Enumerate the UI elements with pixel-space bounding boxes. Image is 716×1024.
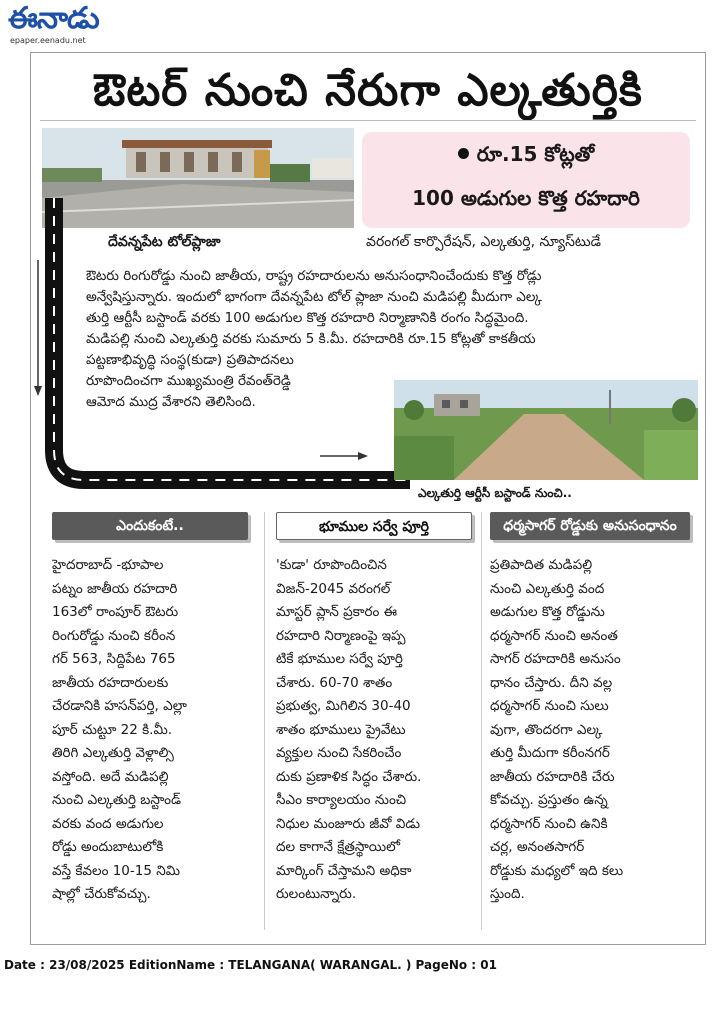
epaper-url: epaper.eenadu.net [10,36,86,45]
column-line: మార్కింగ్‌ చేస్తామని అధికా [276,862,412,879]
column-body [52,554,248,907]
headline: ఔటర్‌ నుంచి నేరుగా ఎల్కతుర్తికి [40,62,696,121]
column-line: రోడ్డుకు మధ్యలో ఇది కలు [490,862,624,879]
column-line: నుంచి ఎల్కతుర్తి వంద [490,580,605,597]
dateline: వరంగల్‌ కార్పొరేషన్‌, ఎల్కతుర్తి, న్యూస్‌టుడే [366,234,601,250]
column-line: స్తుంది. [490,886,525,902]
lede-line: మడిపల్లి నుంచి ఎల్కతుర్తి వరకు సుమారు 5 కి.మీ. రహదారికి రూ.15 కోట్లతో కాకతీయ [86,331,536,347]
subhead-cost: రూ.15 కోట్లతో [362,132,690,176]
column-line: వస్తే కేవలం 10-15 నిమి [52,862,180,879]
column-line: రోడ్డు అందుబాటులోకి [52,839,164,855]
lede-line: ఔటరు రింగురోడ్డు నుంచి జాతీయ, రాష్ట్ర రహదారులను అనుసంధానించేందుకు కొత్త రోడ్లు [86,268,542,284]
column-dharmasagar-link [490,512,690,907]
column-line: వుగా, తొందరగా ఎల్క [490,721,603,738]
column-line: రహదారి నిర్మాణంపై ఇప్ప [276,627,406,644]
column-line: శాతం భూములు ప్రైవేటు [276,721,406,738]
lede-line: ఆమోద ముద్ర వేశారని తెలిసింది. [86,394,256,410]
column-heading: ఎందుకంటే.. [52,512,248,540]
photo1-caption: దేవన్నపేట టోల్‌ప్లాజా [108,234,221,250]
column-line: వస్తోంది. అదే మడిపల్లి [52,768,169,785]
column-line: రులంటున్నారు. [276,886,357,902]
bullet-icon [458,148,469,159]
bus-stand-road-photo [394,380,698,480]
column-line: హైదరాబాద్‌ -భూపాల [52,557,164,573]
column-line: ధర్మసాగర్‌ నుంచి సులు [490,698,609,714]
column-line: జాతీయ రహదారులకు [52,674,169,691]
column-body [490,554,690,907]
column-line: నిధుల మంజూరు జీవో విడు [276,815,421,832]
column-line: ప్రభుత్వ, మిగిలిన 30-40 [276,698,411,714]
column-line: ధానం చేస్తారు. దీని వల్ల [490,674,613,691]
eenadu-logo: ఈనాడు [8,1,99,36]
column-line: ధర్మసాగర్‌ నుంచి అనంత [490,627,618,644]
column-line: గర్‌ 563, సిద్దిపేట 765 [52,651,176,667]
lede-line: రూపొందించగా ముఖ్యమంత్రి రేవంత్‌రెడ్డి [86,373,291,389]
subhead-road: 100 అడుగుల కొత్త రహదారి [412,186,640,210]
column-line: పూర్‌ చుట్టూ 22 కి.మీ. [52,721,173,738]
column-line: సీఎం కార్యాలయం నుంచి [276,792,407,808]
photo2-caption: ఎల్కతుర్తి ఆర్టీసీ బస్టాండ్‌ నుంచి.. [418,486,572,500]
column-line: ధర్మసాగర్‌ నుంచి ఉనికి [490,815,608,832]
column-line: చర్ల, అనంతసాగర్‌ [490,839,585,855]
column-line: విజన్‌-2045 వరంగల్‌ [276,580,391,597]
column-line: వరకు వంద అడుగుల [52,815,164,832]
column-line: 'కుడా' రూపొందించిన [276,557,387,573]
column-line: షాల్లో చేరుకోవచ్చు. [52,886,151,902]
column-why [52,512,248,907]
subhead-box [362,132,690,228]
edition-footer: Date : 23/08/2025 EditionName : TELANGANA( WARANGAL. ) PageNo : 01 [4,958,497,972]
column-line: వ్యక్తుల నుంచి సేకరించేం [276,745,402,761]
column-line: టికే భూముల సర్వే పూర్తి [276,651,403,667]
column-line: తిరిగి ఎల్కతుర్తి వెళ్లాల్సి [52,745,174,761]
column-land-survey [276,512,472,907]
column-heading: భూముల సర్వే పూర్తి [276,512,472,540]
column-line: మాస్టర్‌ ప్లాన్‌ ప్రకారం ఈ [276,604,398,620]
column-line: అడుగుల కొత్త రోడ్డును [490,604,605,620]
column-line: ప్రతిపాదిత మడిపల్లి [490,557,593,573]
column-line: జాతీయ రహదారికి చేరు [490,768,615,785]
lede-line: పట్టణాభివృద్ధి సంస్థ(కుడా) ప్రతిపాదనలు [86,352,294,368]
masthead [8,1,158,45]
column-heading: ధర్మసాగర్‌ రోడ్డుకు అనుసంధానం [490,512,690,540]
column-line: నుంచి ఎల్కతుర్తి బస్టాండ్‌ [52,792,182,808]
column-line: సాగర్‌ రహదారికి అనుసం [490,651,621,667]
column-line: దల కాగానే క్షేత్రస్థాయిలో [276,839,401,855]
column-divider [481,512,482,930]
column-line: కోవచ్చు. ప్రస్తుతం ఉన్న [490,792,608,808]
column-line: 163లో రాంపూర్‌ ఔటరు [52,604,179,620]
column-divider [264,512,265,930]
column-line: పట్నం జాతీయ రహదారి [52,580,178,597]
column-line: దుకు ప్రణాళిక సిద్ధం చేశారు. [276,768,422,785]
lede-line: అన్వేషిస్తున్నారు. ఇందులో భాగంగా దేవన్నపేట టోల్‌ ప్లాజా నుంచి మడిపల్లి మీదుగా ఎల్క [86,289,542,305]
column-line: రింగురోడ్డు నుంచి కరీంన [52,627,176,644]
column-line: చేశారు. 60-70 శాతం [276,674,393,691]
column-line: తుర్తి మీదుగా కరీంనగర్‌ [490,745,610,761]
lede-line: తుర్తి ఆర్టీసీ బస్టాండ్‌ వరకు 100 అడుగుల కొత్త రహదారి నిర్మాణానికి రంగం సిద్ధమైంది. [86,310,529,326]
column-line: చేరడానికి హసన్‌పర్తి, ఎల్లా [52,698,187,714]
column-body [276,554,472,907]
